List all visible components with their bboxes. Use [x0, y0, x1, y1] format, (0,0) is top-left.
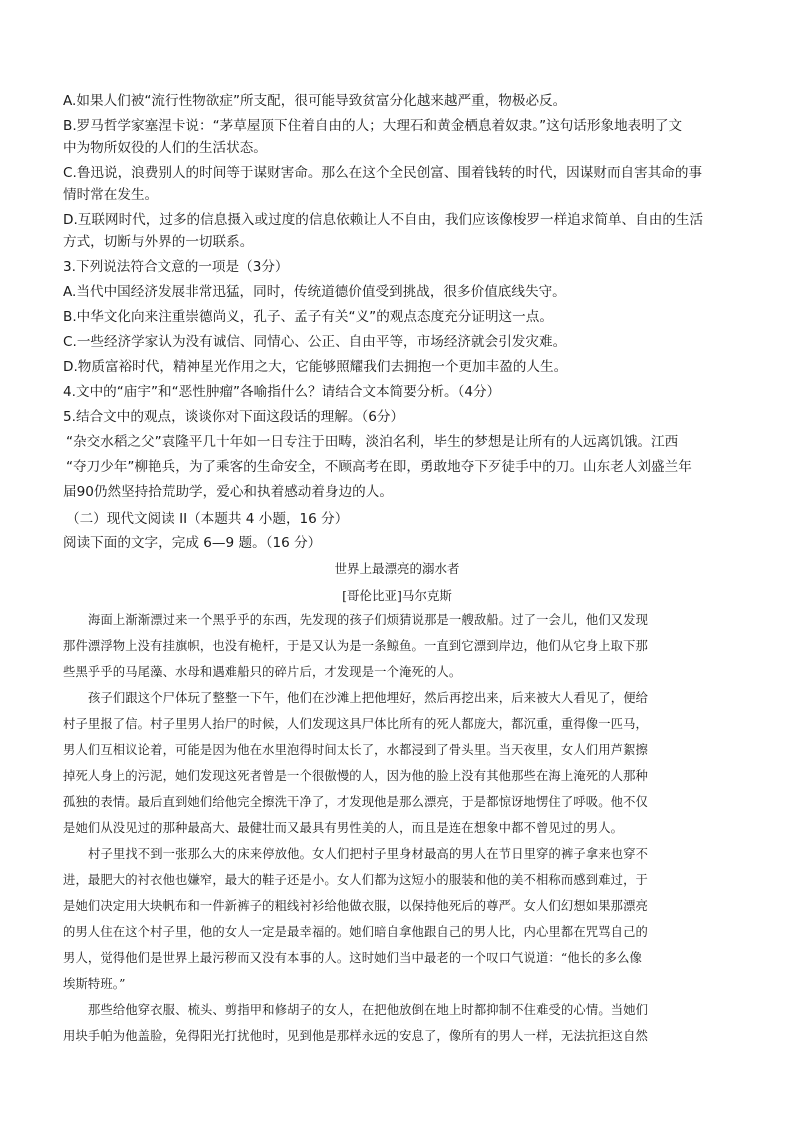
story-line: 孤独的表情。最后直到她们给他完全擦洗干净了，才发现他是那么漂亮，于是都惊讶地愣住了呼吸。他不仅: [63, 795, 649, 809]
story-line: 埃斯特班。”: [63, 977, 126, 991]
story-line: 男人，觉得他们是世界上最污秽而又没有本事的人。这时她们当中最老的一个叹口气说道：“他长的多么像: [63, 951, 642, 965]
q3-option-c: C.一些经济学家认为没有诚信、同情心、公正、自由平等，市场经济就会引发灾难。: [63, 334, 567, 350]
q5-quote-line-2: “夺刀少年”柳艳兵，为了乘客的生命安全，不顾高考在即，勇敢地夺下歹徒手中的刀。山东老人刘盛兰年: [66, 459, 692, 475]
story-line: 掉死人身上的污泥，她们发现这死者曾是一个很傲慢的人，因为他的脸上没有其他那些在海上淹死的人那种: [63, 769, 649, 783]
q2-option-a: A.如果人们被“流行性物欲症”所支配，很可能导致贫富分化越来越严重，物极必反。: [63, 93, 567, 109]
story-line: 进，最肥大的衬衣他也嫌窄，最大的鞋子还是小。女人们都为这短小的服装和他的美不相称而感到难过，于: [63, 873, 649, 887]
story-line: 那件漂浮物上没有挂旗帜，也没有桅杆，于是又认为是一条鲸鱼。一直到它漂到岸边，他们从它身上取下那: [63, 639, 649, 653]
story-line: 些黑乎乎的马尾藻、水母和遇难船只的碎片后，才发现是一个淹死的人。: [63, 665, 462, 679]
q2-option-b-cont: 中为物所奴役的人们的生活状态。: [63, 140, 267, 156]
q3-stem: 3.下列说法符合文意的一项是（3分）: [63, 259, 289, 275]
q3-option-d: D.物质富裕时代，精神星光作用之大，它能够照耀我们去拥抱一个更加丰盈的人生。: [63, 359, 568, 375]
story-line: 村子里找不到一张那么大的床来停放他。女人们把村子里身材最高的男人在节日里穿的裤子拿来也穿不: [88, 847, 649, 861]
q5-quote-line-1: “杂交水稻之父”袁隆平几十年如一日专注于田畴，淡泊名利，毕生的梦想是让所有的人远离饥饿。江西: [66, 434, 679, 450]
story-title: 世界上最漂亮的溺水者: [334, 561, 460, 576]
story-line: 男人们互相议论着，可能是因为他在水里泡得时间太长了，水都浸到了骨头里。当天夜里，女人们用芦絮擦: [63, 743, 649, 757]
q2-option-b: B.罗马哲学家塞涅卡说：“茅草屋顶下住着自由的人；大理石和黄金栖息着奴隶。”这句话形象地表明了文: [63, 118, 683, 134]
q2-option-c: C.鲁迅说，浪费别人的时间等于谋财害命。那么在这个全民创富、围着钱转的时代，因谋财而自害其命的事: [63, 165, 703, 181]
q2-option-c-cont: 情时常在发生。: [63, 187, 159, 203]
q5-stem: 5.结合文中的观点，谈谈你对下面这段话的理解。（6分）: [63, 409, 405, 425]
story-line: 是她们决定用大块帆布和一件新裤子的粗线衬衫给他做衣服，以保持他死后的尊严。女人们幻想如果那漂亮: [63, 899, 649, 913]
story-line: 海面上渐渐漂过来一个黑乎乎的东西，先发现的孩子们烦猜说那是一艘敌船。过了一会儿，他们又发现: [88, 613, 649, 627]
q2-option-d-cont: 方式，切断与外界的一切联系。: [63, 234, 254, 250]
q3-option-b: B.中华文化向来注重崇德尚义，孔子、孟子有关“义”的观点态度充分证明这一点。: [63, 309, 553, 325]
story-line: 用块手帕为他盖脸，免得阳光打扰他时，见到他是那样永远的安息了，像所有的男人一样，无法抗拒这自然: [63, 1029, 649, 1043]
story-line: 孩子们跟这个尸体玩了整整一下午，他们在沙滩上把他埋好，然后再挖出来，后来被大人看见了，便给: [88, 691, 649, 705]
section-2-instruction: 阅读下面的文字，完成 6—9 题。（16 分）: [63, 535, 322, 551]
story-line: 是她们从没见过的那种最高大、最健壮而又最具有男性美的人，而且是连在想象中都不曾见过的男人。: [63, 821, 624, 835]
section-2-heading: （二）现代文阅读 II（本题共 4 小题，16 分）: [66, 511, 349, 527]
q3-option-a: A.当代中国经济发展非常迅猛，同时，传统道德价值受到挑战，很多价值底线失守。: [63, 284, 566, 300]
story-author: [哥伦比亚]马尔克斯: [342, 588, 452, 603]
story-line: 那些给他穿衣服、梳头、剪指甲和修胡子的女人，在把他放倒在地上时都抑制不住难受的心情。当她们: [88, 1003, 649, 1017]
story-line: 村子里报了信。村子里男人抬尸的时候，人们发现这具尸体比所有的死人都庞大，都沉重，重得像一匹马，: [63, 717, 649, 731]
story-line: 的男人住在这个村子里，他的女人一定是最幸福的。她们暗自拿他跟自己的男人比，内心里都在咒骂自己的: [63, 925, 649, 939]
q2-option-d: D.互联网时代，过多的信息摄入或过度的信息依赖让人不自由，我们应该像梭罗一样追求简单、自由的生活: [63, 212, 704, 228]
q4-stem: 4.文中的“庙宇”和“恶性肿瘤”各喻指什么？请结合文本简要分析。（4分）: [63, 384, 501, 400]
q5-quote-line-3: 届90仍然坚持拾荒助学，爱心和执着感动着身边的人。: [63, 484, 393, 500]
